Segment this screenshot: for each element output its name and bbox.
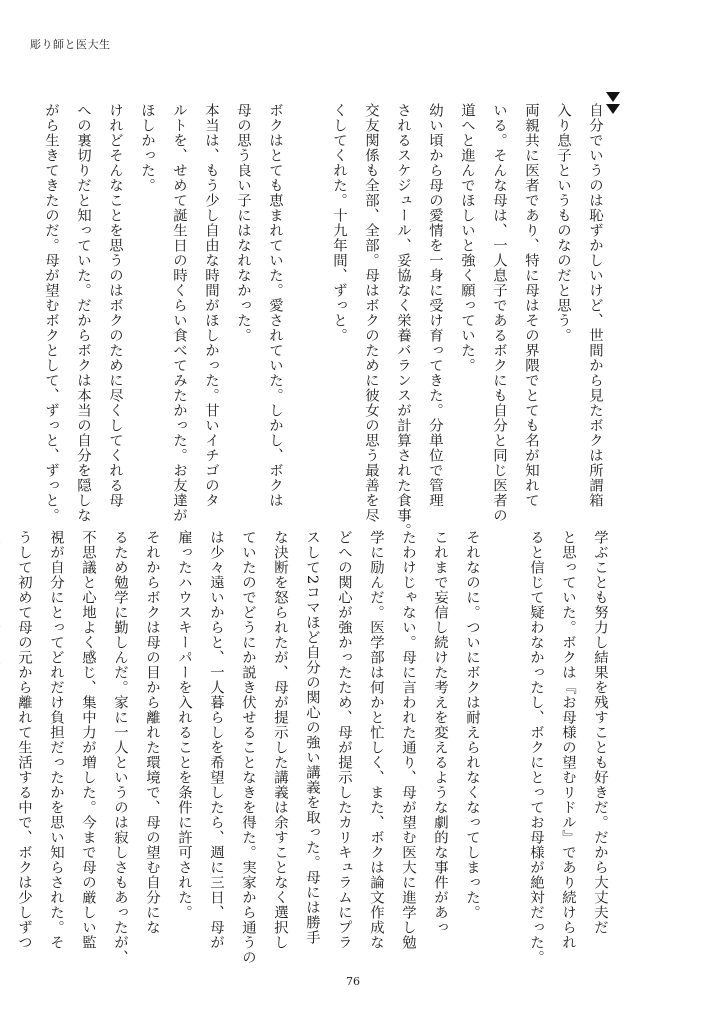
- text-line: それなのに。ついにボクは耐えられなくなってしまった。: [464, 530, 480, 920]
- text-line: うして初めて母の元から離れて生活する中で、ボクは少しずつ: [16, 530, 32, 950]
- text-line: 学ぶことも努力し結果を残すことも好きだ。だから大丈夫だ: [592, 530, 608, 935]
- text-line: がら生きてきたのだ。母が望むボクとして、ずっと、ずっと。: [43, 103, 59, 523]
- upper-text-block: [35, 103, 611, 538]
- text-line: 学に励んだ。医学部は何かと忙しく、また、ボクは論文作成な: [368, 530, 384, 950]
- text-line: [291, 103, 323, 503]
- text-line: 不思議と心地よく感じ、集中力が増した。今まで母の厳しい監: [80, 530, 96, 950]
- text-line: ほしかった。: [139, 103, 155, 193]
- text-line: ボクはとても恵まれていた。愛されていた。しかし、ボクは: [267, 103, 283, 508]
- text-line: スして2コマほど自分の関心の強い講義を取った。母には勝手: [304, 530, 320, 945]
- text-line: 両親共に医者であり、特に母はその界隈でとても名が知れて: [523, 103, 539, 508]
- text-line: これまで妄信し続けた考えを変えるような劇的な事件があっ: [432, 530, 448, 935]
- text-line: いる。そんな母は、一人息子であるボクにも自分と同じ医者の: [491, 103, 507, 523]
- text-line: な決断を怒られたが、母が提示した講義は余すことなく選択し: [272, 530, 288, 950]
- text-line: けれどそんなことを思うのはボクのために尽くしてくれる母: [107, 103, 123, 508]
- text-line: 入り息子というものなのだと思う。: [555, 103, 571, 343]
- text-line: ルトを、せめて誕生日の時くらい食べてみたかった。お友達が: [171, 103, 187, 523]
- text-line: [488, 530, 520, 950]
- text-line: それからボクは母の目から離れた環境で、母の望む自分にな: [144, 530, 160, 935]
- text-line: 本当は、もう少し自由な時間がほしかった。甘いイチゴのタ: [203, 103, 219, 508]
- text-line: 交友関係も全部、全部。母はボクのために彼女の思う最善を尽: [363, 103, 379, 523]
- text-line: されるスケジュール、妥協なく栄養バランスが計算された食事。: [395, 103, 411, 538]
- text-line: くしてくれた。十九年間、ずっと。: [331, 103, 347, 343]
- text-line: 道へと進んでほしいと強く願っていた。: [459, 103, 475, 373]
- text-line: 自分でいうのは恥ずかしいけど、世間から見たボクは所謂箱: [587, 103, 603, 508]
- lower-text-block: [0, 530, 616, 965]
- text-line: [0, 530, 8, 950]
- text-line: るため勉学に勤しんだ。家に一人というのは寂しさもあったが、: [112, 530, 128, 965]
- text-line: 幼い頃から母の愛情を一身に受け育ってきた。分単位で管理: [427, 103, 443, 508]
- text-line: 雇ったハウスキーパーを入れることを条件に許可された。: [176, 530, 192, 920]
- page-number: 76: [346, 975, 360, 988]
- text-line: は少々遠いからと、一人暮らしを希望したら、週に三日、母が: [208, 530, 224, 950]
- section-triangle-icon: [606, 92, 620, 102]
- text-line: 母の思う良い子にはなれなかった。: [235, 103, 251, 343]
- text-line: 視が自分にとってどれだけ負担だったかを思い知らされた。そ: [48, 530, 64, 950]
- text-line: ていたのでどうにか説き伏せることなきを得た。実家から通うの: [240, 530, 256, 965]
- text-line: どへの関心が強かったため、母が提示したカリキュラムにプラ: [336, 530, 352, 950]
- text-line: たわけじゃない。母に言われた通り、母が望む医大に進学し勉: [400, 530, 416, 950]
- text-line: と思っていた。ボクは『お母様の望むリドル』であり続けられ: [560, 530, 576, 950]
- text-line: への裏切りだと知っていた。だからボクは本当の自分を隠しな: [75, 103, 91, 523]
- running-head: 彫り師と医大生: [30, 38, 111, 51]
- text-line: ると信じて疑わなかったし、ボクにとってお母様が絶対だった。: [528, 530, 544, 965]
